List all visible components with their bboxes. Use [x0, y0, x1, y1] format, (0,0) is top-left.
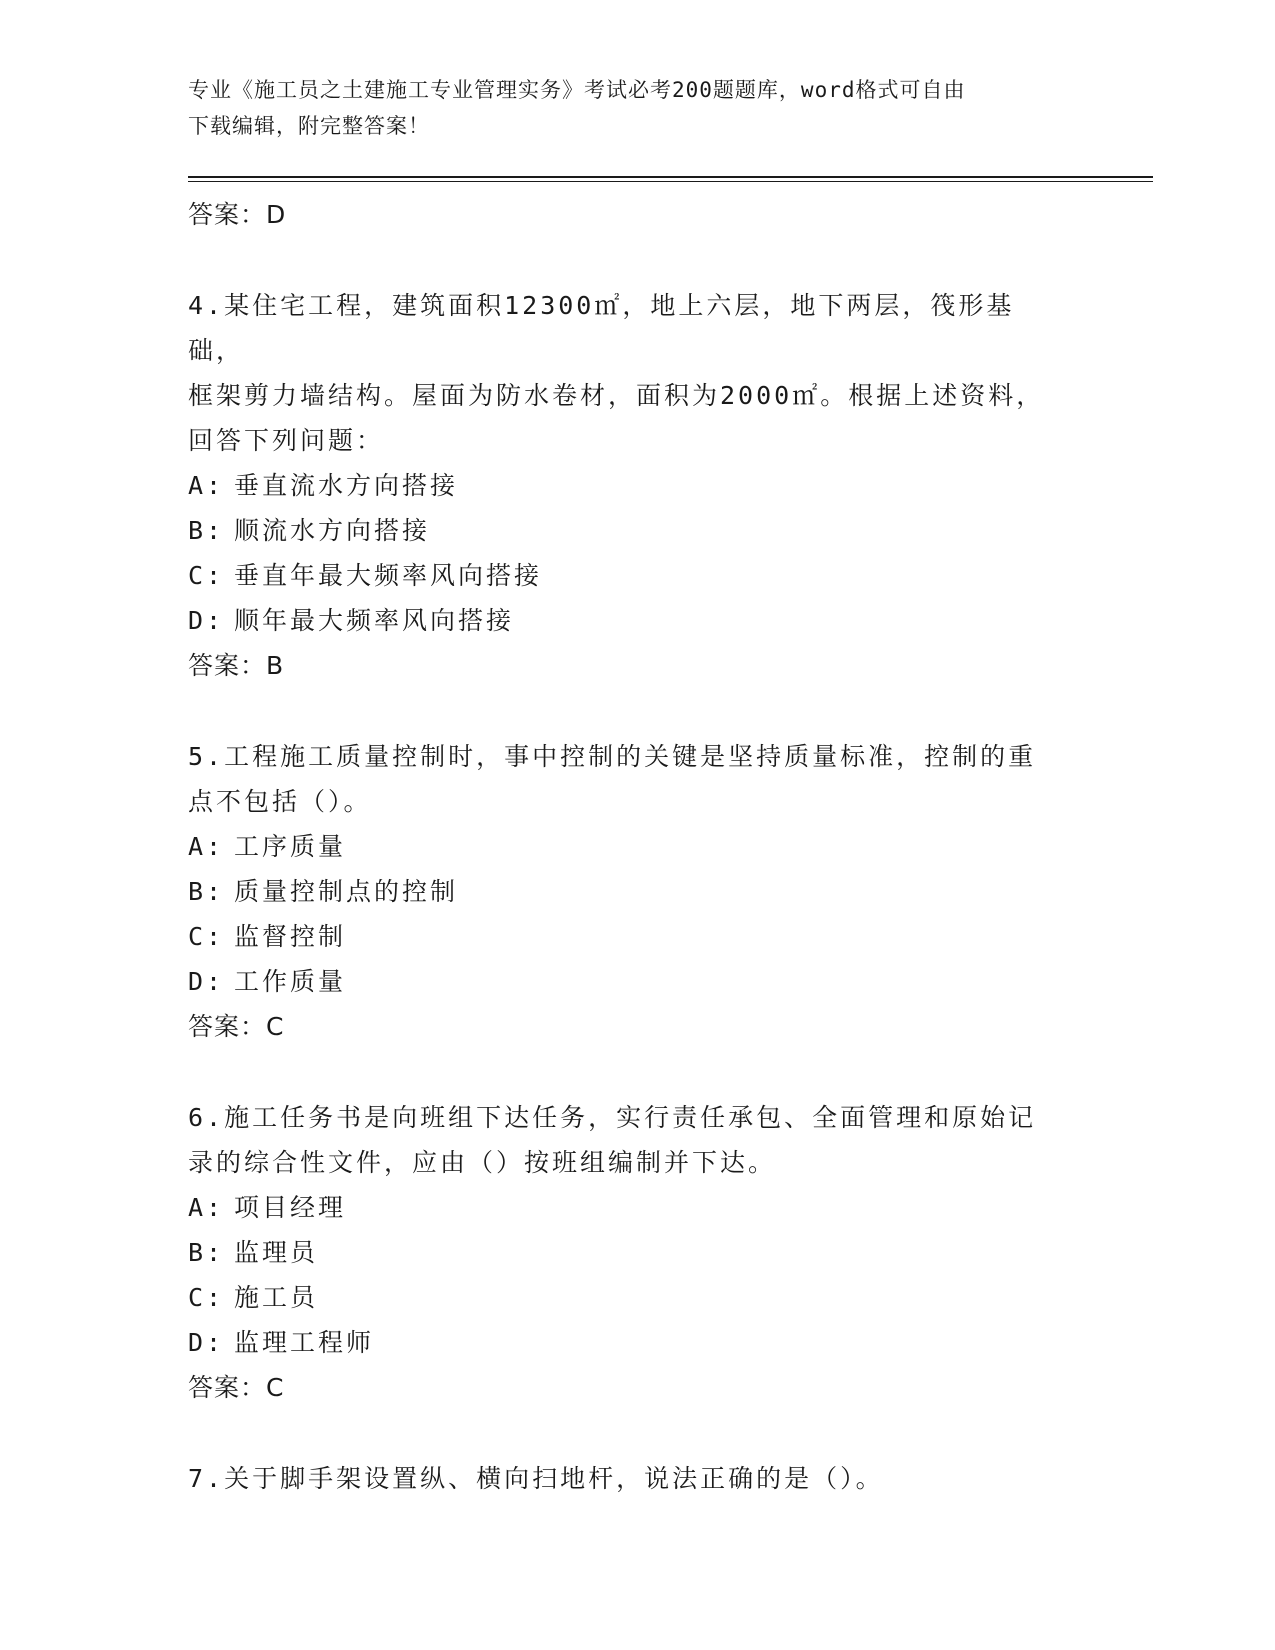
option-letter: A: [188, 471, 225, 500]
option-text: 工作质量 [234, 967, 347, 996]
question-text-line: 7.关于脚手架设置纵、横向扫地杆，说法正确的是（）。 [188, 1464, 884, 1493]
option-letter: C: [188, 1283, 225, 1312]
document-body [188, 192, 1068, 1501]
answer-previous: 答案：D [188, 200, 287, 229]
header-divider [188, 176, 1153, 178]
question-4 [188, 283, 1068, 689]
question-text-line: 回答下列问题： [188, 426, 385, 455]
option-b [188, 508, 1068, 553]
option-letter: A: [188, 832, 225, 861]
option-letter: A: [188, 1193, 225, 1222]
header-line-1: 专业《施工员之土建施工专业管理实务》考试必考200题题库，word格式可自由 [188, 78, 966, 102]
option-b [188, 869, 1068, 914]
option-letter: C: [188, 561, 225, 590]
option-text: 监督控制 [234, 922, 347, 951]
option-text: 垂直年最大频率风向搭接 [234, 561, 543, 590]
answer-4: 答案：B [188, 651, 285, 680]
option-letter: B: [188, 877, 225, 906]
option-text: 项目经理 [234, 1193, 347, 1222]
option-c [188, 1275, 1068, 1320]
question-5 [188, 734, 1068, 1050]
option-c [188, 553, 1068, 598]
option-letter: D: [188, 606, 225, 635]
option-text: 垂直流水方向搭接 [234, 471, 459, 500]
option-c [188, 914, 1068, 959]
header-line-2: 下载编辑，附完整答案！ [188, 114, 430, 138]
option-letter: C: [188, 922, 225, 951]
question-7 [188, 1456, 1068, 1501]
option-text: 监理员 [234, 1238, 319, 1267]
question-text-line: 框架剪力墙结构。屋面为防水卷材，面积为2000㎡。根据上述资料， [188, 381, 1045, 410]
option-text: 施工员 [234, 1283, 319, 1312]
option-text: 工序质量 [234, 832, 347, 861]
question-text-line: 点不包括（）。 [188, 787, 372, 816]
question-text-line: 5.工程施工质量控制时，事中控制的关键是坚持质量标准，控制的重 [188, 742, 1037, 771]
option-text: 质量控制点的控制 [234, 877, 459, 906]
option-letter: D: [188, 967, 225, 996]
option-text: 顺年最大频率风向搭接 [234, 606, 515, 635]
option-d [188, 1320, 1068, 1365]
option-letter: B: [188, 516, 225, 545]
option-b [188, 1230, 1068, 1275]
document-header [188, 72, 1068, 144]
option-a [188, 824, 1068, 869]
option-text: 顺流水方向搭接 [234, 516, 431, 545]
option-a [188, 463, 1068, 508]
header-divider-thin [188, 181, 1153, 182]
option-letter: D: [188, 1328, 225, 1357]
answer-5: 答案：C [188, 1012, 285, 1041]
question-text-line: 6.施工任务书是向班组下达任务，实行责任承包、全面管理和原始记 [188, 1103, 1037, 1132]
option-letter: B: [188, 1238, 225, 1267]
option-a [188, 1185, 1068, 1230]
question-text-line: 4.某住宅工程，建筑面积12300㎡，地上六层，地下两层，筏形基础， [188, 291, 1015, 365]
question-6 [188, 1095, 1068, 1411]
answer-6: 答案：C [188, 1373, 285, 1402]
option-d [188, 959, 1068, 1004]
option-d [188, 598, 1068, 643]
option-text: 监理工程师 [234, 1328, 375, 1357]
question-text-line: 录的综合性文件，应由（）按班组编制并下达。 [188, 1148, 777, 1177]
